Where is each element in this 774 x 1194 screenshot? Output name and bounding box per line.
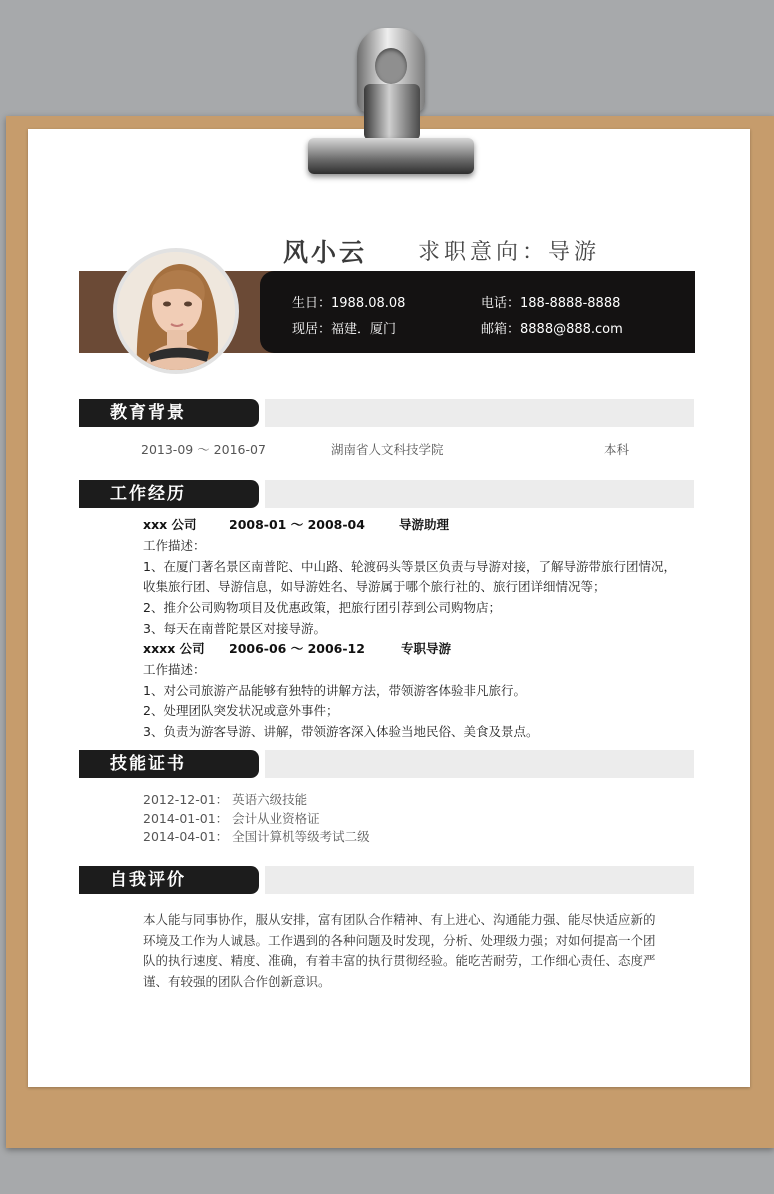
- skill-item: 2014-04-01： 全国计算机等级考试二级: [143, 829, 370, 844]
- job-2-role: 专职导游: [401, 641, 452, 656]
- section-work-title: 工作经历: [79, 480, 259, 508]
- job-2-company: xxxx 公司: [143, 641, 205, 656]
- binder-clip-lever: [364, 84, 420, 140]
- candidate-name: 风小云: [283, 238, 368, 267]
- job-1-line: 收集旅行团、导游信息，如导游姓名、导游属于哪个旅行社的、旅行团详细情况等；: [143, 579, 606, 594]
- job-2-desc-label: 工作描述：: [143, 662, 206, 677]
- education-period: 2013-09 ～ 2016-07: [141, 442, 266, 457]
- phone-text: 电话：188-8888-8888: [481, 296, 621, 311]
- binder-clip-hole: [375, 48, 407, 84]
- section-skills-title: 技能证书: [79, 750, 259, 778]
- skill-item: 2014-01-01： 会计从业资格证: [143, 811, 320, 826]
- job-1-line: 2、推介公司购物项目及优惠政策，把旅行团引荐到公司购物店；: [143, 600, 501, 615]
- section-self-eval-title: 自我评价: [79, 866, 259, 894]
- contact-band: [260, 271, 695, 353]
- job-2-line: 1、对公司旅游产品能够有独特的讲解方法，带领游客体验非凡旅行。: [143, 683, 526, 698]
- binder-clip-base: [308, 138, 474, 174]
- section-education-title: 教育背景: [79, 399, 259, 427]
- residence-text: 现居：福建．厦门: [292, 322, 397, 337]
- job-1-company: xxx 公司: [143, 517, 197, 532]
- job-1-period: 2008-01 ～ 2008-04: [229, 517, 365, 532]
- job-2-period: 2006-06 ～ 2006-12: [229, 641, 365, 656]
- education-school: 湖南省人文科技学院: [331, 442, 444, 457]
- email-text: 邮箱：8888@888.com: [481, 322, 623, 337]
- education-degree: 本科: [604, 442, 630, 457]
- job-1-desc-label: 工作描述：: [143, 538, 206, 553]
- birthday-text: 生日：1988.08.08: [292, 296, 406, 311]
- job-1-line: 3、每天在南普陀景区对接导游。: [143, 621, 326, 636]
- avatar: [113, 248, 239, 374]
- job-intent: 求职意向：导游: [418, 240, 601, 265]
- section-self-eval-bar: [265, 866, 694, 894]
- section-work-bar: [265, 480, 694, 508]
- job-2-line: 2、处理团队突发状况或意外事件；: [143, 703, 339, 718]
- section-education-bar: [265, 399, 694, 427]
- section-skills-bar: [265, 750, 694, 778]
- job-2-line: 3、负责为游客导游、讲解，带领游客深入体验当地民俗、美食及景点。: [143, 724, 539, 739]
- self-eval-text: 本人能与同事协作，服从安排，富有团队合作精神、有上进心、沟通能力强、能尽快适应新的环境及工作为人诚恳。工作遇到的各种问题及时发现，分析、处理级力强；对如何提高一个团队的执行速度、精度、准确，有着丰富的执行贯彻经验。能吃苦耐劳，工作细心责任、态度严谨、有较强的团队合作创新意识。: [143, 912, 656, 989]
- job-1-line: 1、在厦门著名景区南普陀、中山路、轮渡码头等景区负责与导游对接，了解导游带旅行团情况，: [143, 559, 676, 574]
- skill-item: 2012-12-01： 英语六级技能: [143, 792, 308, 807]
- portrait-photo-icon: [117, 252, 235, 370]
- job-1-role: 导游助理: [399, 517, 450, 532]
